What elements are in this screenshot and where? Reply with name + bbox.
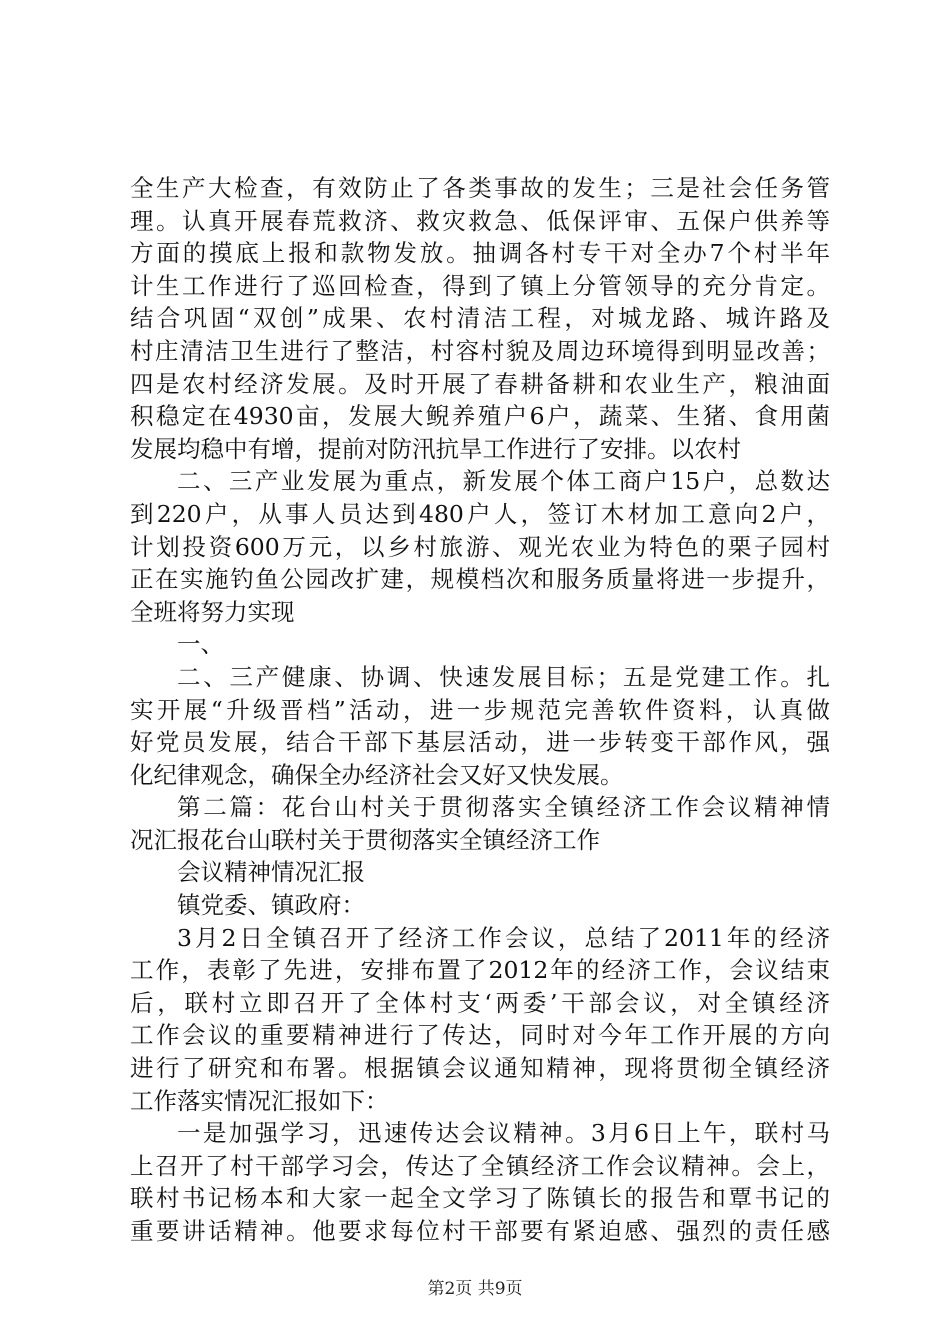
text-line: 村庄清洁卫生进行了整洁，村容村貌及周边环境得到明显改善；: [130, 336, 830, 365]
text-line: 正在实施钓鱼公园改扩建，规模档次和服务质量将进一步提升，: [130, 565, 830, 594]
text-line: 后，联村立即召开了全体村支‘两委’干部会议，对全镇经济: [130, 988, 830, 1017]
text-line: 全班将努力实现: [130, 597, 295, 626]
text-line: 3月2日全镇召开了经济工作会议，总结了2011年的经济: [177, 923, 830, 952]
text-line: 工作，表彰了先进，安排布置了2012年的经济工作，会议结束: [130, 956, 830, 985]
section-heading-line: 第二篇：花台山村关于贯彻落实全镇经济工作会议精神情: [177, 793, 830, 822]
text-line: 积稳定在4930亩，发展大鲵养殖户6户，蔬菜、生猪、食用菌: [130, 402, 830, 431]
text-line: 二、三产健康、协调、快速发展目标；五是党建工作。扎: [177, 662, 830, 691]
text-line: 重要讲话精神。他要求每位村干部要有紧迫感、强烈的责任感: [130, 1217, 830, 1245]
text-line: 四是农村经济发展。及时开展了春耕备耕和农业生产，粮油面: [130, 369, 830, 398]
text-line: 实开展“升级晋档”活动，进一步规范完善软件资料，认真做: [130, 695, 830, 724]
text-line: 化纪律观念，确保全办经济社会又好又快发展。: [130, 760, 624, 789]
text-line: 结合巩固“双创”成果、农村清洁工程，对城龙路、城许路及: [130, 304, 830, 333]
text-line: 上召开了村干部学习会，传达了全镇经济工作会议精神。会上，: [130, 1151, 830, 1180]
text-line: 工作落实情况汇报如下：: [130, 1086, 389, 1115]
text-line: 一、: [177, 630, 224, 659]
text-line: 理。认真开展春荒救济、救灾救急、低保评审、五保户供养等: [130, 206, 830, 235]
document-body: [130, 172, 830, 1248]
text-line: 好党员发展，结合干部下基层活动，进一步转变干部作风，强: [130, 728, 830, 757]
text-line: 全生产大检查，有效防止了各类事故的发生；三是社会任务管: [130, 174, 830, 202]
section-heading-line: 会议精神情况汇报: [177, 858, 365, 887]
text-line: 二、三产业发展为重点，新发展个体工商户15户，总数达: [177, 467, 830, 496]
text-line: 工作会议的重要精神进行了传达，同时对今年工作开展的方向: [130, 1021, 830, 1050]
text-line: 计生工作进行了巡回检查，得到了镇上分管领导的充分肯定。: [130, 271, 830, 300]
text-line: 联村书记杨本和大家一起全文学习了陈镇长的报告和覃书记的: [130, 1184, 830, 1213]
section-heading-line: 况汇报花台山联村关于贯彻落实全镇经济工作: [130, 825, 600, 854]
text-line: 到220户，从事人员达到480户人，签订木材加工意向2户，: [130, 499, 830, 528]
page-number-footer: 第2页 共9页: [427, 1279, 523, 1299]
salutation-line: 镇党委、镇政府：: [177, 891, 365, 920]
text-line: 一是加强学习，迅速传达会议精神。3月6日上午，联村马: [177, 1119, 830, 1148]
text-line: 发展均稳中有增，提前对防汛抗旱工作进行了安排。以农村: [130, 434, 741, 463]
text-line: 进行了研究和布署。根据镇会议通知精神，现将贯彻全镇经济: [130, 1054, 830, 1083]
text-line: 方面的摸底上报和款物发放。抽调各村专干对全办7个村半年: [130, 239, 830, 268]
text-line: 计划投资600万元，以乡村旅游、观光农业为特色的栗子园村: [130, 532, 830, 561]
